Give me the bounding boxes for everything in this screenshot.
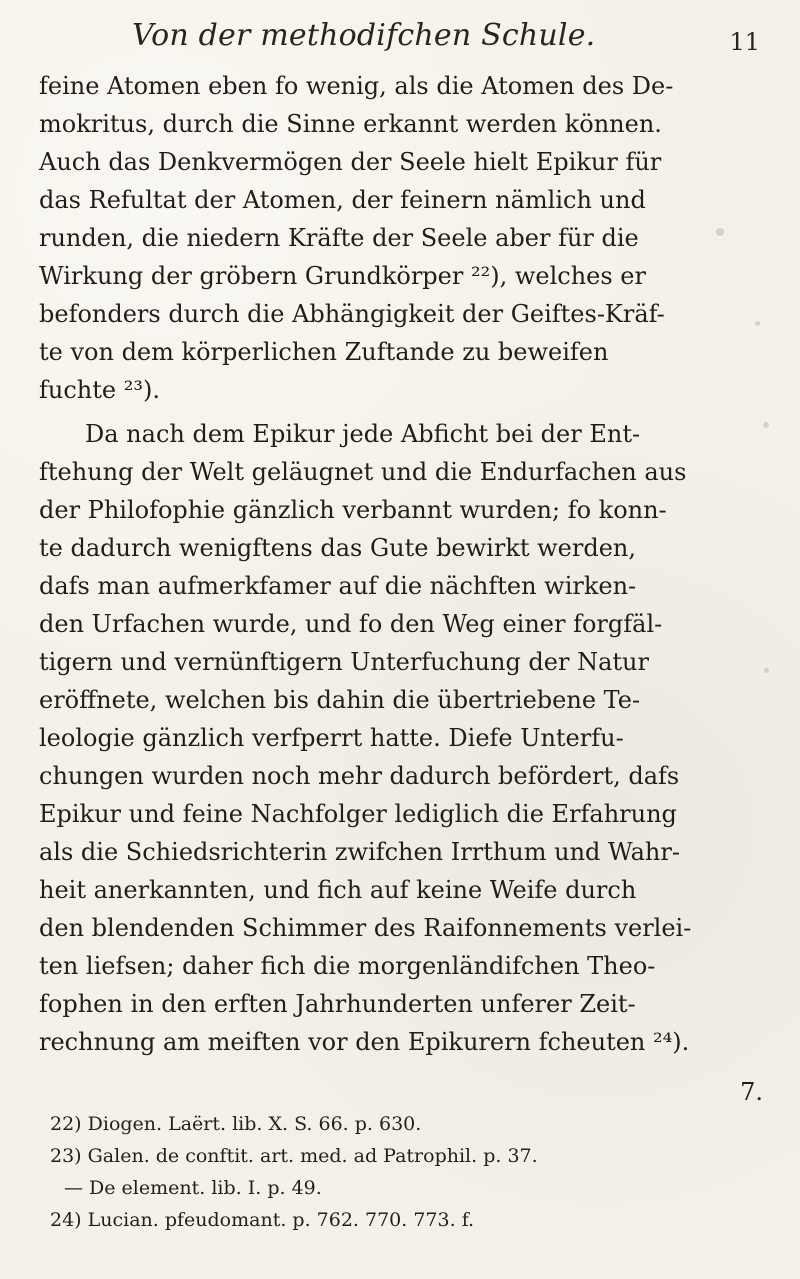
text-line: fophen in den erften Jahrhunderten unferer Zeit- [39, 990, 636, 1018]
text-line: Wirkung der gröbern Grundkörper ²²), welches er [39, 262, 646, 290]
text-line: das Refultat der Atomen, der feinern nämlich und [39, 186, 646, 214]
text-line: tigern und vernünftigern Unterfuchung der Natur [39, 648, 649, 676]
text-line: feine Atomen eben fo wenig, als die Atomen des De- [39, 72, 674, 100]
text-line: der Philofophie gänzlich verbannt wurden; fo konn- [39, 496, 667, 524]
text-line: Epikur und feine Nachfolger lediglich die Erfahrung [39, 800, 677, 828]
page-number: 11 [729, 28, 760, 56]
footnote-24: 24) Lucian. pfeudomant. p. 762. 770. 773. f. [50, 1209, 475, 1231]
text-line: leologie gänzlich verfperrt hatte. Diefe Unterfu- [39, 724, 624, 752]
text-line: befonders durch die Abhängigkeit der Geiftes-Kräf- [39, 300, 665, 328]
text-line: den Urfachen wurde, und fo den Weg einer forgfäl- [39, 610, 663, 638]
page-header [0, 10, 800, 66]
text-line: mokritus, durch die Sinne erkannt werden können. [39, 110, 662, 138]
text-line: als die Schiedsrichterin zwifchen Irrthum und Wahr- [39, 838, 680, 866]
footnote-22: 22) Diogen. Laërt. lib. X. S. 66. p. 630. [50, 1113, 422, 1135]
text-line: te dadurch wenigftens das Gute bewirkt werden, [39, 534, 637, 562]
footnote-23-continuation: — De element. lib. I. p. 49. [64, 1177, 322, 1199]
text-line: runden, die niedern Kräfte der Seele aber für die [39, 224, 639, 252]
text-line: den blendenden Schimmer des Raifonnements verlei- [39, 914, 692, 942]
text-line: chungen wurden noch mehr dadurch befördert, dafs [39, 762, 680, 790]
paper-spot [763, 422, 769, 428]
text-line: fuchte ²³). [39, 376, 160, 404]
text-line: Auch das Denkvermögen der Seele hielt Epikur für [39, 148, 662, 176]
text-line: rechnung am meiften vor den Epikurern fcheuten ²⁴). [39, 1028, 690, 1056]
section-number: 7. [740, 1078, 763, 1106]
text-line: te von dem körperlichen Zuftande zu beweifen [39, 338, 609, 366]
text-line: ten liefsen; daher fich die morgenländifchen Theo- [39, 952, 656, 980]
text-line: eröffnete, welchen bis dahin die übertriebene Te- [39, 686, 641, 714]
paragraph-start: Da nach dem Epikur jede Abficht bei der Ent- [85, 420, 641, 448]
text-line: ftehung der Welt geläugnet und die Endurfachen aus [39, 458, 687, 486]
text-line: heit anerkannten, und fich auf keine Weife durch [39, 876, 637, 904]
paper-spot [764, 668, 769, 673]
footnote-23: 23) Galen. de conftit. art. med. ad Patrophil. p. 37. [50, 1145, 538, 1167]
running-title: Von der methodifchen Schule. [132, 18, 596, 53]
text-line: dafs man aufmerkfamer auf die nächften wirken- [39, 572, 637, 600]
